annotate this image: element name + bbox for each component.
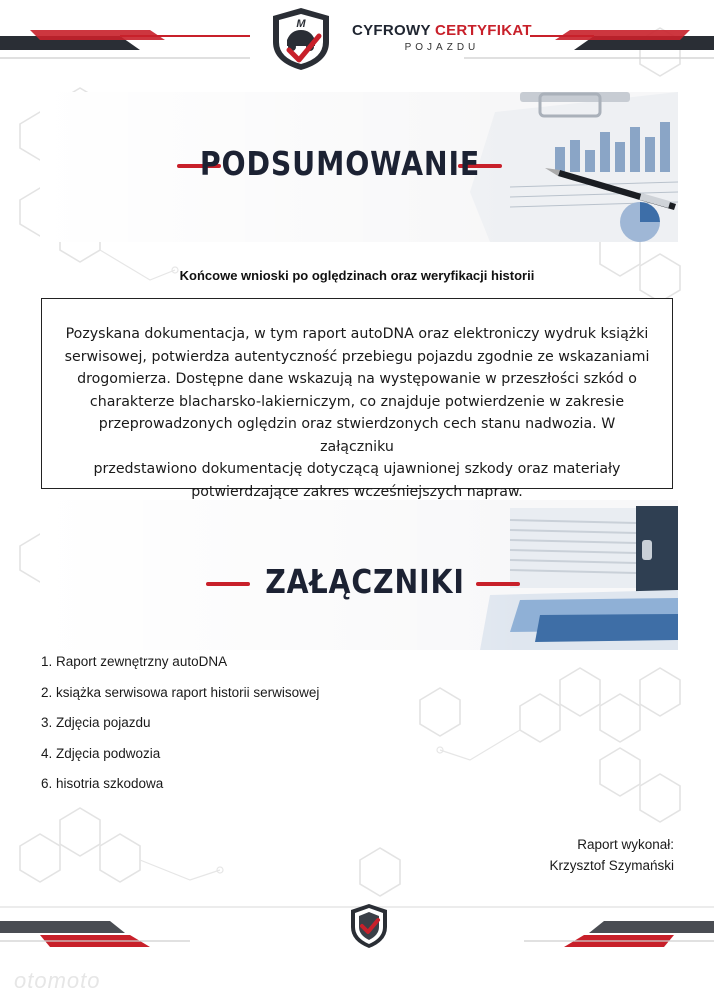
attachments-banner [40,500,678,650]
summary-line: Pozyskana dokumentacja, w tym raport autoDNA oraz elektroniczy wydruk książki [65,326,649,342]
brand-word-1: CYFROWY [352,22,431,39]
shield-check-icon [349,903,389,949]
list-item: 2. książka serwisowa raport historii serwisowej [41,684,320,700]
author-name: Krzysztof Szymański [549,858,674,873]
list-item: 4. Zdjęcia podwozia [41,745,161,761]
watermark: otomoto [14,968,101,993]
summary-line: charakterze blacharsko-lakierniczym, co znajduje potwierdzenie w zakresie [89,393,625,410]
brand-subtitle: POJAZDU [404,42,480,53]
attachments-list [41,652,319,805]
author-label: Raport wykonał: [577,837,674,852]
brand-title [352,22,532,39]
summary-line: przeprowadzonych oględzin oraz stwierdzonych cech stanu nadwozia. W załączniku [98,416,616,455]
logo-letter: M [296,18,306,30]
summary-banner [40,92,678,242]
page-footer [0,895,714,975]
summary-heading: Końcowe wnioski po oględzinach oraz weryfikacji historii [179,268,535,283]
summary-line: drogomierza. Dostępne dane wskazują na występowanie w przeszłości szkód o [77,371,637,387]
brand-name [352,22,532,53]
summary-line: serwisowej, potwierdza autentyczność przebiegu pojazdu zgodnie ze wskazaniami [64,348,650,365]
list-item: 3. Zdjęcia pojazdu [41,715,151,730]
brand-word-2: CERTYFIKAT [434,22,532,39]
page-header [0,0,714,78]
attachments-title: ZAŁĄCZNIKI [265,562,465,601]
summary-title: PODSUMOWANIE [199,144,481,183]
summary-line: przedstawiono dokumentację dotyczącą ujawnionej szkody oraz materiały [93,461,621,477]
summary-line: potwierdzające zakres wcześniejszych napraw. [191,483,523,500]
summary-text [60,323,654,503]
summary-box [41,298,673,500]
brand-logo-icon [269,6,333,72]
report-author [549,834,674,876]
list-item: 6. hisotria szkodowa [41,776,164,791]
list-item: 1. Raport zewnętrzny autoDNA [41,654,228,669]
